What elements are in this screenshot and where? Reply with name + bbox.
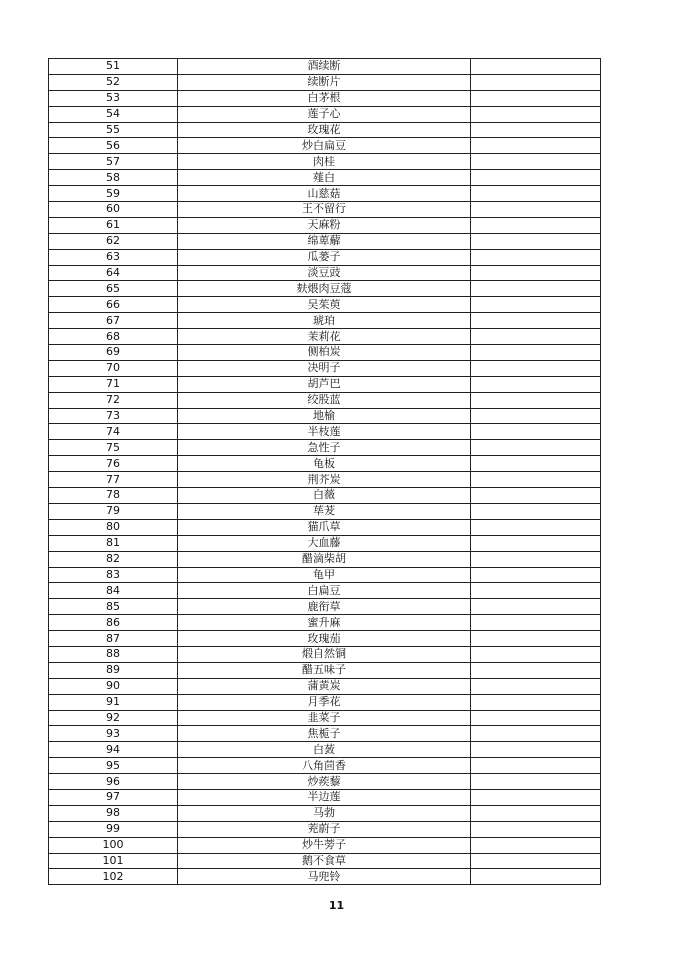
blank-cell [471,360,601,376]
blank-cell [471,726,601,742]
blank-cell [471,392,601,408]
row-number-cell: 78 [49,488,178,504]
table-row [49,392,601,408]
table-row [49,329,601,345]
row-number-cell: 81 [49,535,178,551]
medicine-table-body [49,59,601,885]
medicine-name-cell: 麸煨肉豆蔻 [178,281,471,297]
table-row [49,376,601,392]
table-row [49,249,601,265]
medicine-name-cell: 大血藤 [178,535,471,551]
table-row [49,154,601,170]
medicine-name-cell: 炒白扁豆 [178,138,471,154]
medicine-name-cell: 荜茇 [178,503,471,519]
medicine-name-cell: 莲子心 [178,106,471,122]
table-row [49,646,601,662]
table-row [49,758,601,774]
blank-cell [471,122,601,138]
row-number-cell: 55 [49,122,178,138]
blank-cell [471,519,601,535]
blank-cell [471,853,601,869]
medicine-name-cell: 王不留行 [178,202,471,218]
blank-cell [471,329,601,345]
row-number-cell: 75 [49,440,178,456]
blank-cell [471,742,601,758]
row-number-cell: 71 [49,376,178,392]
medicine-name-cell: 醋滴柴胡 [178,551,471,567]
medicine-table [48,58,601,885]
blank-cell [471,821,601,837]
table-row [49,138,601,154]
medicine-name-cell: 龟板 [178,456,471,472]
medicine-name-cell: 马勃 [178,805,471,821]
row-number-cell: 85 [49,599,178,615]
medicine-name-cell: 肉桂 [178,154,471,170]
blank-cell [471,90,601,106]
medicine-name-cell: 薤白 [178,170,471,186]
medicine-name-cell: 地榆 [178,408,471,424]
table-row [49,170,601,186]
table-row [49,440,601,456]
row-number-cell: 76 [49,456,178,472]
medicine-name-cell: 蒲黄炭 [178,678,471,694]
blank-cell [471,472,601,488]
table-row [49,837,601,853]
row-number-cell: 86 [49,615,178,631]
table-row [49,217,601,233]
medicine-name-cell: 决明子 [178,360,471,376]
medicine-name-cell: 绞股蓝 [178,392,471,408]
row-number-cell: 65 [49,281,178,297]
table-row [49,503,601,519]
table-row [49,726,601,742]
medicine-name-cell: 荆芥炭 [178,472,471,488]
blank-cell [471,440,601,456]
blank-cell [471,74,601,90]
blank-cell [471,376,601,392]
medicine-name-cell: 焦栀子 [178,726,471,742]
row-number-cell: 66 [49,297,178,313]
row-number-cell: 100 [49,837,178,853]
table-row [49,551,601,567]
row-number-cell: 91 [49,694,178,710]
blank-cell [471,265,601,281]
row-number-cell: 83 [49,567,178,583]
blank-cell [471,535,601,551]
table-row [49,774,601,790]
row-number-cell: 69 [49,345,178,361]
row-number-cell: 53 [49,90,178,106]
blank-cell [471,631,601,647]
table-row [49,265,601,281]
table-row [49,74,601,90]
table-row [49,567,601,583]
medicine-name-cell: 天麻粉 [178,217,471,233]
blank-cell [471,313,601,329]
table-row [49,853,601,869]
row-number-cell: 72 [49,392,178,408]
medicine-name-cell: 醋五味子 [178,662,471,678]
table-row [49,805,601,821]
medicine-name-cell: 山慈菇 [178,186,471,202]
medicine-name-cell: 茉莉花 [178,329,471,345]
table-row [49,869,601,885]
table-row [49,424,601,440]
row-number-cell: 96 [49,774,178,790]
row-number-cell: 52 [49,74,178,90]
medicine-name-cell: 猫爪草 [178,519,471,535]
blank-cell [471,583,601,599]
row-number-cell: 56 [49,138,178,154]
row-number-cell: 97 [49,789,178,805]
medicine-name-cell: 续断片 [178,74,471,90]
blank-cell [471,217,601,233]
row-number-cell: 77 [49,472,178,488]
table-row [49,456,601,472]
table-row [49,678,601,694]
blank-cell [471,488,601,504]
row-number-cell: 68 [49,329,178,345]
page-number: 11 [328,899,345,912]
table-row [49,59,601,75]
medicine-name-cell: 韭菜子 [178,710,471,726]
table-row [49,821,601,837]
row-number-cell: 101 [49,853,178,869]
blank-cell [471,662,601,678]
row-number-cell: 64 [49,265,178,281]
row-number-cell: 60 [49,202,178,218]
table-row [49,186,601,202]
medicine-name-cell: 瓜蒌子 [178,249,471,265]
medicine-name-cell: 煅自然铜 [178,646,471,662]
row-number-cell: 74 [49,424,178,440]
table-row [49,631,601,647]
row-number-cell: 84 [49,583,178,599]
blank-cell [471,694,601,710]
medicine-name-cell: 茺蔚子 [178,821,471,837]
medicine-name-cell: 鹅不食草 [178,853,471,869]
table-row [49,488,601,504]
blank-cell [471,678,601,694]
table-row [49,599,601,615]
blank-cell [471,138,601,154]
blank-cell [471,154,601,170]
medicine-name-cell: 月季花 [178,694,471,710]
table-row [49,202,601,218]
table-row [49,535,601,551]
row-number-cell: 92 [49,710,178,726]
blank-cell [471,837,601,853]
table-row [49,519,601,535]
medicine-name-cell: 炒蒺藜 [178,774,471,790]
blank-cell [471,281,601,297]
blank-cell [471,774,601,790]
blank-cell [471,805,601,821]
row-number-cell: 54 [49,106,178,122]
blank-cell [471,869,601,885]
blank-cell [471,599,601,615]
table-row [49,233,601,249]
medicine-name-cell: 急性子 [178,440,471,456]
row-number-cell: 57 [49,154,178,170]
medicine-name-cell: 龟甲 [178,567,471,583]
table-row [49,297,601,313]
blank-cell [471,249,601,265]
blank-cell [471,456,601,472]
medicine-name-cell: 炒牛蒡子 [178,837,471,853]
medicine-name-cell: 白蔹 [178,742,471,758]
row-number-cell: 51 [49,59,178,75]
medicine-name-cell: 鹿衔草 [178,599,471,615]
blank-cell [471,615,601,631]
row-number-cell: 82 [49,551,178,567]
blank-cell [471,567,601,583]
blank-cell [471,345,601,361]
row-number-cell: 94 [49,742,178,758]
row-number-cell: 63 [49,249,178,265]
row-number-cell: 67 [49,313,178,329]
medicine-name-cell: 胡芦巴 [178,376,471,392]
blank-cell [471,202,601,218]
table-row [49,742,601,758]
table-row [49,694,601,710]
blank-cell [471,170,601,186]
row-number-cell: 59 [49,186,178,202]
row-number-cell: 62 [49,233,178,249]
row-number-cell: 89 [49,662,178,678]
row-number-cell: 102 [49,869,178,885]
table-row [49,313,601,329]
table-row [49,360,601,376]
blank-cell [471,59,601,75]
medicine-name-cell: 吴茱萸 [178,297,471,313]
medicine-name-cell: 半枝莲 [178,424,471,440]
medicine-name-cell: 半边莲 [178,789,471,805]
row-number-cell: 88 [49,646,178,662]
medicine-name-cell: 白茅根 [178,90,471,106]
row-number-cell: 98 [49,805,178,821]
blank-cell [471,186,601,202]
row-number-cell: 87 [49,631,178,647]
medicine-name-cell: 淡豆豉 [178,265,471,281]
row-number-cell: 58 [49,170,178,186]
row-number-cell: 99 [49,821,178,837]
table-row [49,281,601,297]
table-row [49,106,601,122]
blank-cell [471,646,601,662]
row-number-cell: 93 [49,726,178,742]
row-number-cell: 90 [49,678,178,694]
row-number-cell: 61 [49,217,178,233]
medicine-name-cell: 酒续断 [178,59,471,75]
medicine-name-cell: 白扁豆 [178,583,471,599]
table-row [49,408,601,424]
medicine-name-cell: 白薇 [178,488,471,504]
row-number-cell: 79 [49,503,178,519]
medicine-name-cell: 绵萆薢 [178,233,471,249]
table-row [49,472,601,488]
medicine-name-cell: 琥珀 [178,313,471,329]
blank-cell [471,233,601,249]
blank-cell [471,710,601,726]
table-row [49,345,601,361]
table-row [49,90,601,106]
table-row [49,789,601,805]
row-number-cell: 80 [49,519,178,535]
medicine-name-cell: 玫瑰茄 [178,631,471,647]
row-number-cell: 70 [49,360,178,376]
table-row [49,583,601,599]
table-row [49,710,601,726]
blank-cell [471,297,601,313]
medicine-name-cell: 侧柏炭 [178,345,471,361]
blank-cell [471,424,601,440]
blank-cell [471,551,601,567]
row-number-cell: 95 [49,758,178,774]
table-row [49,615,601,631]
blank-cell [471,408,601,424]
medicine-name-cell: 玫瑰花 [178,122,471,138]
blank-cell [471,758,601,774]
blank-cell [471,789,601,805]
blank-cell [471,106,601,122]
table-row [49,122,601,138]
blank-cell [471,503,601,519]
medicine-name-cell: 蜜升麻 [178,615,471,631]
medicine-name-cell: 八角茴香 [178,758,471,774]
medicine-name-cell: 马兜铃 [178,869,471,885]
table-row [49,662,601,678]
row-number-cell: 73 [49,408,178,424]
